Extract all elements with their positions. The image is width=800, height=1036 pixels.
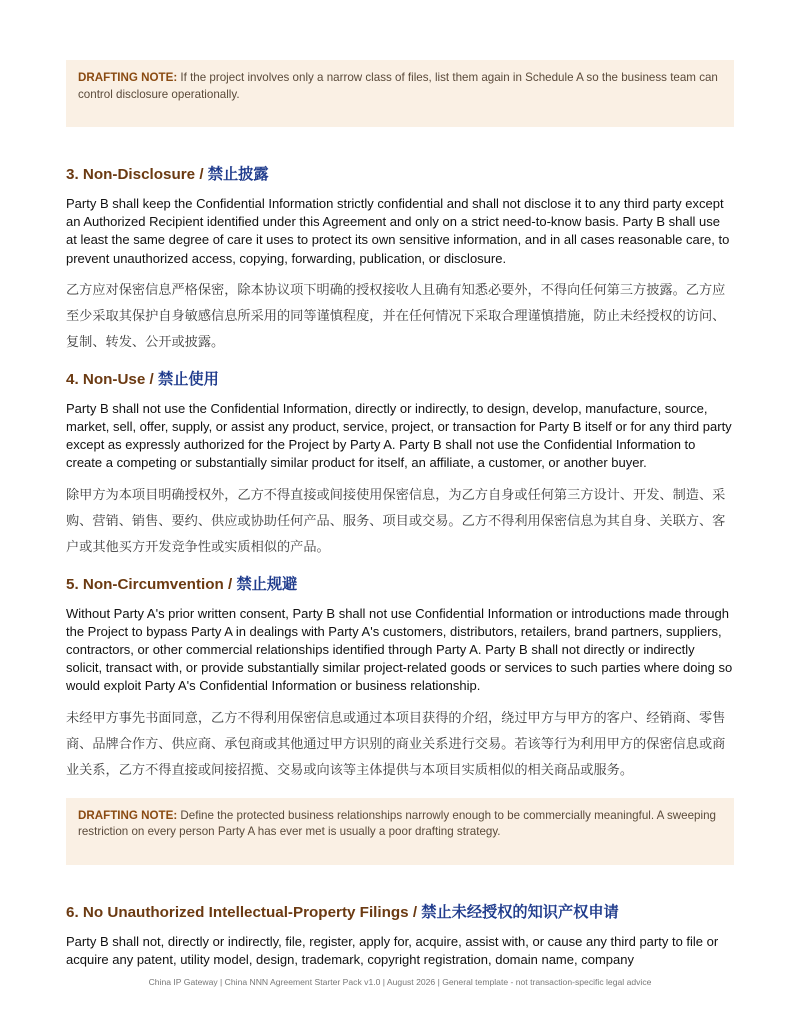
section-title-zh: 禁止披露 bbox=[207, 166, 269, 183]
section-text-zh: 未经甲方事先书面同意，乙方不得利用保密信息或通过本项目获得的介绍，绕过甲方与甲方的客户、经销商、零售商、品牌合作方、供应商、承包商或其他通过甲方识别的商业关系进行交易。若该等行为利用甲方的保密信息或商业关系，乙方不得直接或间接招揽、交易或向该等主体提供与本项目实质相似的相关商品或服务。 bbox=[66, 709, 726, 777]
section-title-zh: 禁止规避 bbox=[236, 575, 298, 593]
section-title-en: 4. Non-Use bbox=[66, 370, 146, 388]
section-heading: 4. Non-Use / 禁止使用 bbox=[66, 370, 219, 388]
section-heading: 5. Non-Circumvention / 禁止规避 bbox=[66, 575, 298, 593]
section-heading: 3. Non-Disclosure / 禁止披露 bbox=[66, 166, 269, 183]
drafting-note-text: Define the protected business relationships narrowly enough to be commercially meaningful. A sweeping restriction on every person Party A has ever met is usually a poor drafting strategy. bbox=[78, 808, 716, 839]
page-footer: China IP Gateway | China NNN Agreement Starter Pack v1.0 | August 2026 | General template - not transaction-specific legal advice bbox=[148, 977, 652, 987]
drafting-note bbox=[66, 798, 734, 865]
section-text-en: Without Party A's prior written consent, Party B shall not use Confidential Information or introductions made through the Project to bypass Party A in dealings with Party A's customers, distributors, retailers, brand partners, suppliers, contractors, or other commercial relationships identified through Party A. Party B shall not directly or indirectly solicit, transact with, or provide substantially similar project-related goods or services to such parties where doing so would exploit Party A's Confidential Information or business relationship. bbox=[66, 605, 733, 694]
section-non-disclosure bbox=[66, 165, 734, 355]
section-no-unauthorized-ip-filings bbox=[66, 903, 734, 969]
section-title-en: 6. No Unauthorized Intellectual-Property Filings bbox=[66, 903, 409, 921]
section-text-en: Party B shall not use the Confidential Information, directly or indirectly, to design, develop, manufacture, source, market, sell, offer, supply, or assist any product, service, project, or transaction for Party B itself or for any third party except as expressly authorized for the Project by Party A. Party B shall not use the Confidential Information to create a competing or substantially similar product for itself, an affiliate, a customer, or another buyer. bbox=[66, 400, 732, 471]
section-text-zh: 除甲方为本项目明确授权外，乙方不得直接或间接使用保密信息，为乙方自身或任何第三方设计、开发、制造、采购、营销、销售、要约、供应或协助任何产品、服务、项目或交易。乙方不得利用保密信息为其自身、关联方、客户或其他买方开发竞争性或实质相似的产品。 bbox=[66, 486, 726, 554]
section-title-zh: 禁止使用 bbox=[158, 370, 219, 388]
drafting-note-label: DRAFTING NOTE: bbox=[78, 71, 178, 84]
section-title-en: 5. Non-Circumvention bbox=[66, 575, 224, 593]
drafting-note-label: DRAFTING NOTE: bbox=[78, 808, 178, 822]
drafting-note bbox=[66, 60, 734, 127]
section-text-en: Party B shall not, directly or indirectly, file, register, apply for, acquire, assist with, or cause any third party to file or acquire any patent, utility model, design, trademark, copyright registration, domain name, company bbox=[66, 933, 719, 967]
section-non-use bbox=[66, 370, 734, 560]
section-title-zh: 禁止未经授权的知识产权申请 bbox=[421, 903, 619, 921]
document-page bbox=[66, 60, 734, 978]
section-text-zh: 乙方应对保密信息严格保密，除本协议项下明确的授权接收人且确有知悉必要外，不得向任何第三方披露。乙方应至少采取其保护自身敏感信息所采用的同等谨慎程度，并在任何情况下采取合理谨慎措施，防止未经授权的访问、复制、转发、公开或披露。 bbox=[66, 281, 726, 349]
section-title-en: 3. Non-Disclosure bbox=[66, 166, 196, 183]
section-text-en: Party B shall keep the Confidential Information strictly confidential and shall not disclose it to any third party except an Authorized Recipient identified under this Agreement and only on a strict need-to-know basis. Party B shall use at least the same degree of care it uses to protect its own sensitive information, and in all cases reasonable care, to prevent unauthorized access, copying, forwarding, publication, or disclosure. bbox=[66, 196, 730, 266]
section-heading: 6. No Unauthorized Intellectual-Property Filings / 禁止未经授权的知识产权申请 bbox=[66, 903, 619, 921]
drafting-note-text: If the project involves only a narrow class of files, list them again in Schedule A so the business team can control disclosure operationally. bbox=[78, 71, 718, 101]
section-non-circumvention bbox=[66, 575, 734, 783]
